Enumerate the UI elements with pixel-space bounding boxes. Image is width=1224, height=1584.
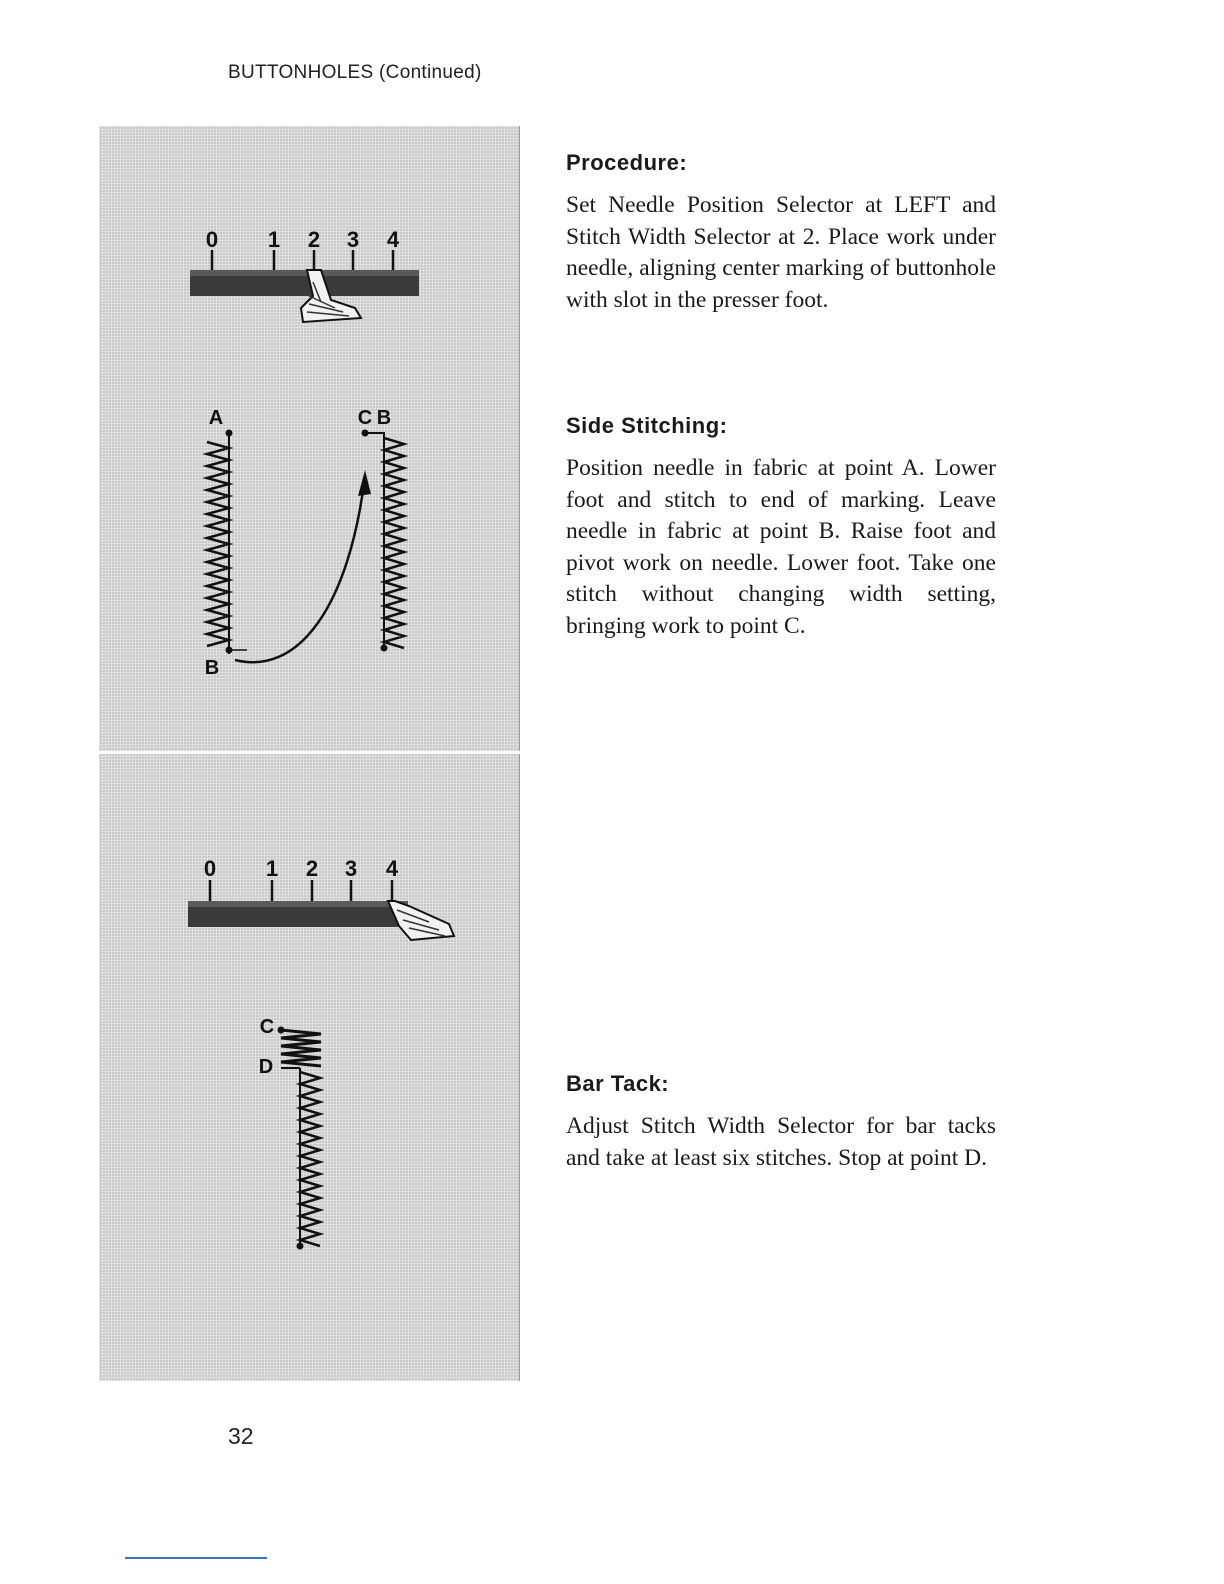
section-title: Side Stitching: bbox=[566, 413, 728, 438]
scale-label-2: 2 bbox=[305, 856, 319, 881]
point-label-b-bottom: B bbox=[204, 657, 220, 679]
illustration-panel-top bbox=[99, 126, 520, 751]
left-zigzag-stitch bbox=[207, 442, 229, 646]
scale-label-0: 0 bbox=[205, 227, 219, 252]
section-side-stitching bbox=[566, 413, 996, 642]
scale-label-3: 3 bbox=[346, 227, 360, 252]
point-label-a: A bbox=[208, 407, 224, 429]
scale-label-4: 4 bbox=[385, 856, 399, 881]
illustration-panel-bottom bbox=[99, 754, 520, 1381]
scale-label-2: 2 bbox=[307, 227, 321, 252]
footnote-rule bbox=[125, 1557, 267, 1559]
pivot-arrow bbox=[235, 476, 365, 662]
point-label-c: C bbox=[357, 407, 373, 429]
scale-label-0: 0 bbox=[203, 856, 217, 881]
bar-tack-diagram bbox=[99, 754, 519, 1381]
point-label-c: C bbox=[259, 1016, 275, 1038]
arrowhead-icon bbox=[358, 470, 371, 496]
section-title: Procedure: bbox=[566, 150, 688, 175]
selector-pointer-icon bbox=[388, 901, 454, 940]
section-body: Adjust Stitch Width Selector for bar tacks and take at least six stitches. Stop at point D. bbox=[566, 1113, 996, 1171]
page-number: 32 bbox=[228, 1423, 254, 1449]
scale-label-4: 4 bbox=[386, 227, 400, 252]
scale-label-3: 3 bbox=[344, 856, 358, 881]
scale-label-1: 1 bbox=[267, 227, 281, 252]
column-zigzag-stitch bbox=[300, 1072, 320, 1246]
scale-ticks bbox=[212, 250, 393, 272]
running-header: BUTTONHOLES (Continued) bbox=[228, 62, 482, 83]
section-body: Position needle in fabric at point A. Lower foot and stitch to end of marking. Leave needle in fabric at point B. Raise foot and pivot work on needle. Lower foot. Take one stitch without changing width setting, bringing work to point C. bbox=[566, 455, 996, 639]
point-label-d: D bbox=[258, 1056, 274, 1078]
point-label-b-top: B bbox=[376, 407, 392, 429]
section-procedure bbox=[566, 150, 996, 316]
needle-position-diagram bbox=[99, 126, 519, 751]
section-bar-tack bbox=[566, 1071, 996, 1174]
section-body: Set Needle Position Selector at LEFT and Stitch Width Selector at 2. Place work under needle, aligning center marking of buttonhole with slot in the presser foot. bbox=[566, 192, 996, 313]
scale-ticks bbox=[210, 880, 392, 902]
bar-tack-stitch bbox=[281, 1030, 321, 1066]
section-title: Bar Tack: bbox=[566, 1071, 670, 1096]
right-zigzag-stitch bbox=[384, 438, 404, 648]
scale-label-1: 1 bbox=[265, 856, 279, 881]
